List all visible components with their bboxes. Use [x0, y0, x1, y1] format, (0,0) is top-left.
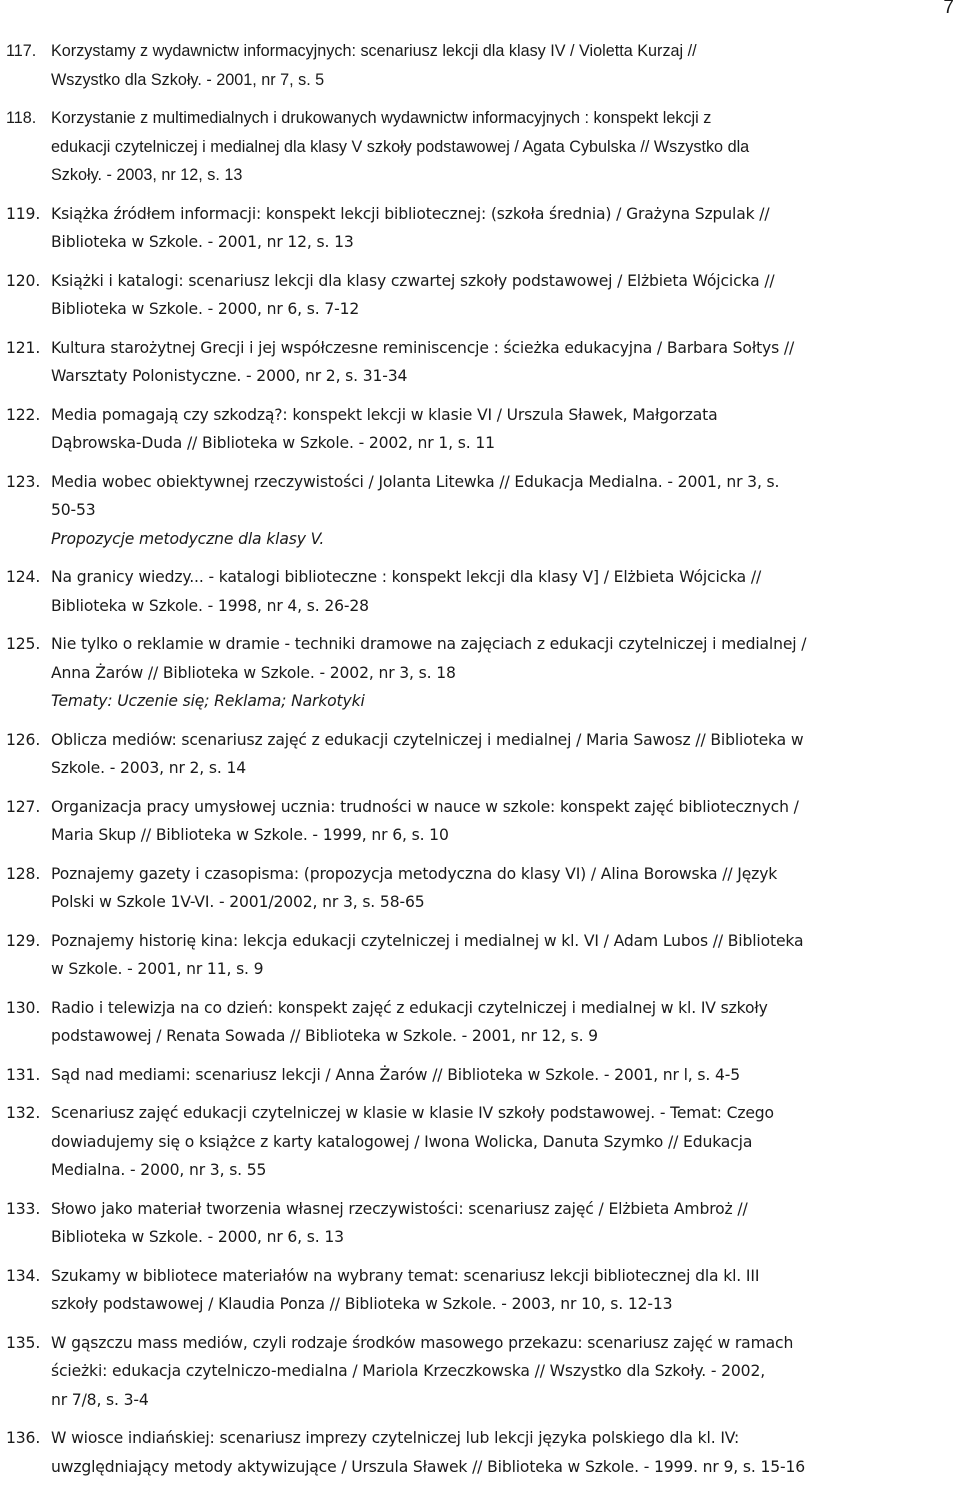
bibliography-entry: [6, 726, 958, 783]
entry-text-line: W gąszczu mass mediów, czyli rodzaje środków masowego przekazu: scenariusz zajęć w ramach: [51, 1333, 794, 1352]
entry-number: 125.: [6, 635, 41, 653]
bibliography-entry: [6, 563, 958, 620]
entry-text-line: Media wobec obiektywnej rzeczywistości / Jolanta Litewka // Edukacja Medialna. - 2001, nr 3, s.: [51, 472, 780, 491]
entry-text-line: W wiosce indiańskiej: scenariusz imprezy czytelniczej lub lekcji języka polskiego dla kl. IV:: [51, 1429, 740, 1447]
entry-note: Tematy: Uczenie się; Reklama; Narkotyki: [51, 692, 365, 710]
bibliography-entry: [6, 267, 958, 324]
bibliography-entry: [6, 860, 958, 917]
bibliography-entry: [6, 200, 958, 257]
bibliography-entry: [6, 401, 958, 458]
entry-text-line: Książka źródłem informacji: konspekt lekcji bibliotecznej: (szkoła średnia) / Grażyna Szpulak //: [51, 204, 770, 223]
entry-text-line: Media pomagają czy szkodzą?: konspekt lekcji w klasie VI / Urszula Sławek, Małgorzata: [51, 405, 718, 424]
bibliography-entry: [6, 1099, 958, 1185]
bibliography-entry: [6, 1061, 958, 1090]
entry-text-line: Szukamy w bibliotece materiałów na wybrany temat: scenariusz lekcji bibliotecznej dla kl. III: [51, 1266, 760, 1285]
entry-number: 119.: [6, 204, 41, 223]
entry-number: 133.: [6, 1199, 41, 1218]
bibliography-entry: [6, 1329, 958, 1415]
entry-number: 123.: [6, 472, 41, 491]
entry-text-line: Oblicza mediów: scenariusz zajęć z edukacji czytelniczej i medialnej / Maria Sawosz // Biblioteka w: [51, 730, 804, 749]
entry-number: 122.: [6, 405, 41, 424]
entry-text-line: Książki i katalogi: scenariusz lekcji dla klasy czwartej szkoły podstawowej / Elżbieta Wójcicka //: [51, 271, 775, 290]
bibliography-entry: [6, 927, 958, 984]
entry-text-line: edukacji czytelniczej i medialnej dla klasy V szkoły podstawowej / Agata Cybulska // Wszystko dla: [51, 137, 750, 156]
entry-text-line: Korzystamy z wydawnictw informacyjnych: scenariusz lekcji dla klasy IV / Violetta Kurzaj //: [51, 42, 697, 60]
bibliography-entry: [6, 1424, 958, 1481]
entry-text-line: Poznajemy historię kina: lekcja edukacji czytelniczej i medialnej w kl. VI / Adam Lubos // Biblioteka: [51, 931, 804, 950]
entry-text-line: Biblioteka w Szkole. - 1998, nr 4, s. 26-28: [51, 596, 369, 615]
entry-text-line: Korzystanie z multimedialnych i drukowanych wydawnictw informacyjnych : konspekt lekcji z: [51, 109, 712, 127]
entry-text-line: Biblioteka w Szkole. - 2000, nr 6, s. 7-12: [51, 300, 360, 318]
entry-text-line: 50-53: [51, 501, 96, 519]
bibliography-list: [6, 37, 958, 1491]
entry-text-line: nr 7/8, s. 3-4: [51, 1390, 149, 1409]
bibliography-entry: [6, 994, 958, 1051]
bibliography-entry: [6, 630, 958, 716]
entry-number: 120.: [6, 271, 41, 290]
entry-number: 136.: [6, 1429, 41, 1447]
entry-text-line: w Szkole. - 2001, nr 11, s. 9: [51, 960, 264, 978]
entry-text-line: Maria Skup // Biblioteka w Szkole. - 1999, nr 6, s. 10: [51, 826, 449, 844]
entry-text-line: Sąd nad mediami: scenariusz lekcji / Anna Żarów // Biblioteka w Szkole. - 2001, nr l, s. 4-5: [51, 1065, 741, 1084]
entry-text-line: uwzględniający metody aktywizujące / Urszula Sławek // Biblioteka w Szkole. - 1999. nr 9, s. 15-16: [51, 1457, 806, 1476]
entry-number: 134.: [6, 1266, 41, 1285]
entry-text-line: Kultura starożytnej Grecji i jej współczesne reminiscencje : ścieżka edukacyjna / Barbara Sołtys //: [51, 338, 795, 357]
entry-number: 124.: [6, 568, 41, 586]
entry-text-line: Szkoły. - 2003, nr 12, s. 13: [51, 166, 243, 184]
entry-text-line: Medialna. - 2000, nr 3, s. 55: [51, 1161, 267, 1179]
entry-number: 121.: [6, 338, 41, 357]
entry-text-line: ścieżki: edukacja czytelniczo-medialna / Mariola Krzeczkowska // Wszystko dla Szkoły. - 2002,: [51, 1362, 766, 1380]
entry-text-line: Warsztaty Polonistyczne. - 2000, nr 2, s. 31-34: [51, 367, 408, 385]
entry-text-line: Wszystko dla Szkoły. - 2001, nr 7, s. 5: [51, 70, 325, 89]
bibliography-entry: [6, 468, 958, 554]
page-number: 7: [943, 0, 954, 18]
bibliography-entry: [6, 1262, 958, 1319]
entry-number: 127.: [6, 797, 41, 816]
entry-text-line: Szkole. - 2003, nr 2, s. 14: [51, 759, 247, 777]
entry-text-line: Na granicy wiedzy... - katalogi biblioteczne : konspekt lekcji dla klasy V] / Elżbieta Wójcicka //: [51, 568, 762, 586]
entry-text-line: Organizacja pracy umysłowej ucznia: trudności w nauce w szkole: konspekt zajęć bibliotecznych /: [51, 797, 799, 816]
entry-number: 126.: [6, 730, 41, 749]
entry-text-line: Scenariusz zajęć edukacji czytelniczej w klasie w klasie IV szkoły podstawowej. - Temat: Czego: [51, 1104, 774, 1122]
entry-text-line: Dąbrowska-Duda // Biblioteka w Szkole. - 2002, nr 1, s. 11: [51, 434, 495, 452]
entry-text-line: Nie tylko o reklamie w dramie - techniki dramowe na zajęciach z edukacji czytelniczej i medialnej /: [51, 635, 807, 653]
entry-number: 130.: [6, 998, 41, 1017]
bibliography-entry: [6, 793, 958, 850]
entry-text-line: podstawowej / Renata Sowada // Biblioteka w Szkole. - 2001, nr 12, s. 9: [51, 1027, 598, 1045]
entry-text-line: szkoły podstawowej / Klaudia Ponza // Biblioteka w Szkole. - 2003, nr 10, s. 12-13: [51, 1295, 673, 1313]
entry-number: 131.: [6, 1065, 41, 1084]
entry-text-line: Radio i telewizja na co dzień: konspekt zajęć z edukacji czytelniczej i medialnej w kl. IV szkoły: [51, 998, 768, 1017]
entry-number: 129.: [6, 931, 41, 950]
entry-number: 128.: [6, 864, 41, 883]
bibliography-entry: [6, 1195, 958, 1252]
entry-text-line: dowiadujemy się o książce z karty katalogowej / Iwona Wolicka, Danuta Szymko // Edukacja: [51, 1132, 753, 1151]
entry-text-line: Biblioteka w Szkole. - 2000, nr 6, s. 13: [51, 1228, 344, 1246]
entry-text-line: Polski w Szkole 1V-VI. - 2001/2002, nr 3, s. 58-65: [51, 893, 425, 911]
bibliography-entry: [6, 104, 958, 190]
entry-number: 135.: [6, 1333, 41, 1352]
bibliography-entry: [6, 334, 958, 391]
entry-number: 132.: [6, 1104, 41, 1122]
entry-text-line: Anna Żarów // Biblioteka w Szkole. - 2002, nr 3, s. 18: [51, 663, 456, 682]
entry-number: 117.: [6, 42, 37, 60]
entry-text-line: Poznajemy gazety i czasopisma: (propozycja metodyczna do klasy VI) / Alina Borowska // Język: [51, 864, 778, 883]
entry-text-line: Biblioteka w Szkole. - 2001, nr 12, s. 13: [51, 233, 354, 251]
entry-note: Propozycje metodyczne dla klasy V.: [51, 529, 325, 548]
entry-number: 118.: [6, 109, 37, 127]
entry-text-line: Słowo jako materiał tworzenia własnej rzeczywistości: scenariusz zajęć / Elżbieta Ambroż //: [51, 1199, 748, 1218]
bibliography-entry: [6, 37, 958, 94]
